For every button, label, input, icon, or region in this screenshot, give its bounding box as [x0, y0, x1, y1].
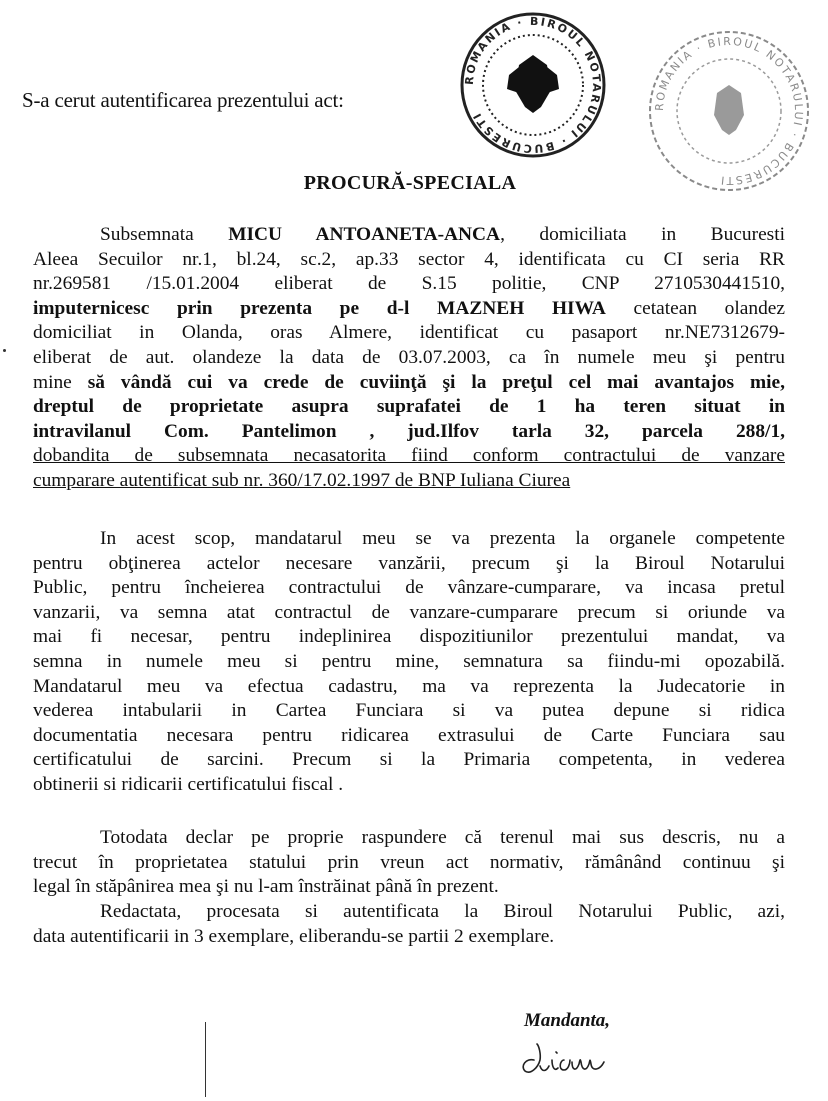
paragraph-mandate-grant [33, 223, 785, 494]
notary-seal-left [458, 10, 608, 160]
text-line: eliberat de aut. olandeze la data de 03.07.2003, ca în numele meu şi pentru [33, 346, 785, 368]
margin-line [205, 1022, 206, 1097]
paragraph-authentication [33, 900, 785, 949]
text-line [33, 371, 785, 396]
text-line: vederea intabularii in Cartea Funciara si va putea depune si ridica [33, 700, 785, 722]
text-line: vanzarii, va semna atat contractul de vanzare-cumparare precum si oriunde va [33, 601, 785, 623]
text-line: Totodata declar pe proprie raspundere că terenul mai sus descris, nu a [100, 827, 785, 848]
text-line: legal în stăpânirea mea şi nu l-am înstrăinat până în prezent. [33, 876, 499, 898]
sale-clause: să vândă cui va crede de cuviinţă şi la preţul cel mai avantajos mie, [87, 371, 785, 393]
text-line: intravilanul Com. Pantelimon , jud.Ilfov tarla 32, parcela 288/1, [33, 420, 785, 442]
document-title [0, 172, 828, 195]
principal-name: MICU ANTOANETA-ANCA [228, 224, 501, 245]
handwritten-signature [516, 1038, 626, 1078]
text-line [33, 223, 785, 248]
text-line: dreptul de proprietate asupra suprafatei de 1 ha teren situat in [33, 396, 785, 418]
text-line: Public, pentru încheierea contractului de vânzare-cumparare, va incasa pretul [33, 577, 785, 599]
text-line: Aleea Secuilor nr.1, bl.24, sc.2, ap.33 sector 4, identificata cu CI seria RR [33, 248, 785, 270]
text-line: certificatului de sarcini. Precum si la Primaria competenta, in vederea [33, 749, 785, 771]
text-line: nr.269581 /15.01.2004 eliberat de S.15 politie, CNP 2710530441510, [33, 273, 785, 295]
text-line [33, 297, 785, 322]
paragraph-mandate-scope [33, 527, 785, 798]
text-span: , domiciliata in Bucuresti [500, 224, 785, 245]
text-span: cetatean olandez [605, 297, 785, 319]
notary-seal-right [646, 28, 812, 194]
text-line: dobandita de subsemnata necasatorita fiind conform contractului de vanzare [33, 445, 785, 467]
text-line: Mandatarul meu va efectua cadastru, ma va reprezenta la Judecatorie in [33, 675, 785, 697]
document-title-text: PROCURĂ-SPECIALA [303, 172, 517, 194]
signature-label: Mandanta, [524, 1010, 611, 1031]
seal-right-text: ROMANIA · BIROUL NOTARULUI · BUCURESTI [652, 34, 806, 188]
text-line: pentru obţinerea actelor necesare vanzării, precum şi la Biroul Notarului [33, 552, 785, 574]
text-span: mine [33, 371, 88, 393]
seal-left-text: ROMANIA · BIROUL NOTARULUI · BUCURESTI [462, 14, 604, 156]
mandate-clause: imputernicesc prin prezenta pe d-l MAZNEH HIWA [33, 297, 606, 319]
scan-speck [3, 349, 6, 352]
authentication-request-line: S-a cerut autentificarea prezentului act: [22, 88, 344, 112]
text-line: Redactata, procesata si autentificata la Biroul Notarului Public, azi, [100, 901, 785, 922]
text-line: In acest scop, mandatarul meu se va prezenta la organele competente [100, 528, 785, 549]
text-line: data autentificarii in 3 exemplare, eliberandu-se partii 2 exemplare. [33, 925, 555, 947]
paragraph-declaration [33, 826, 785, 900]
text-span: Subsemnata [100, 224, 229, 245]
text-line: obtinerii si ridicarii certificatului fiscal . [33, 773, 344, 795]
text-line: cumparare autentificat sub nr. 360/17.02.1997 de BNP Iuliana Ciurea [33, 469, 571, 491]
text-line: trecut în proprietatea statului prin vreun act normativ, rămânând continuu şi [33, 851, 785, 873]
text-line: semna in numele meu si pentru mine, semnatura sa fiindu-mi opozabilă. [33, 650, 785, 672]
text-line: domiciliat in Olanda, oras Almere, identificat cu pasaport nr.NE7312679- [33, 322, 785, 344]
text-line: documentatia necesara pentru ridicarea extrasului de Carte Funciara sau [33, 724, 785, 746]
text-line: mai fi necesar, pentru indeplinirea dispozitiunilor prezentului mandat, va [33, 626, 785, 648]
